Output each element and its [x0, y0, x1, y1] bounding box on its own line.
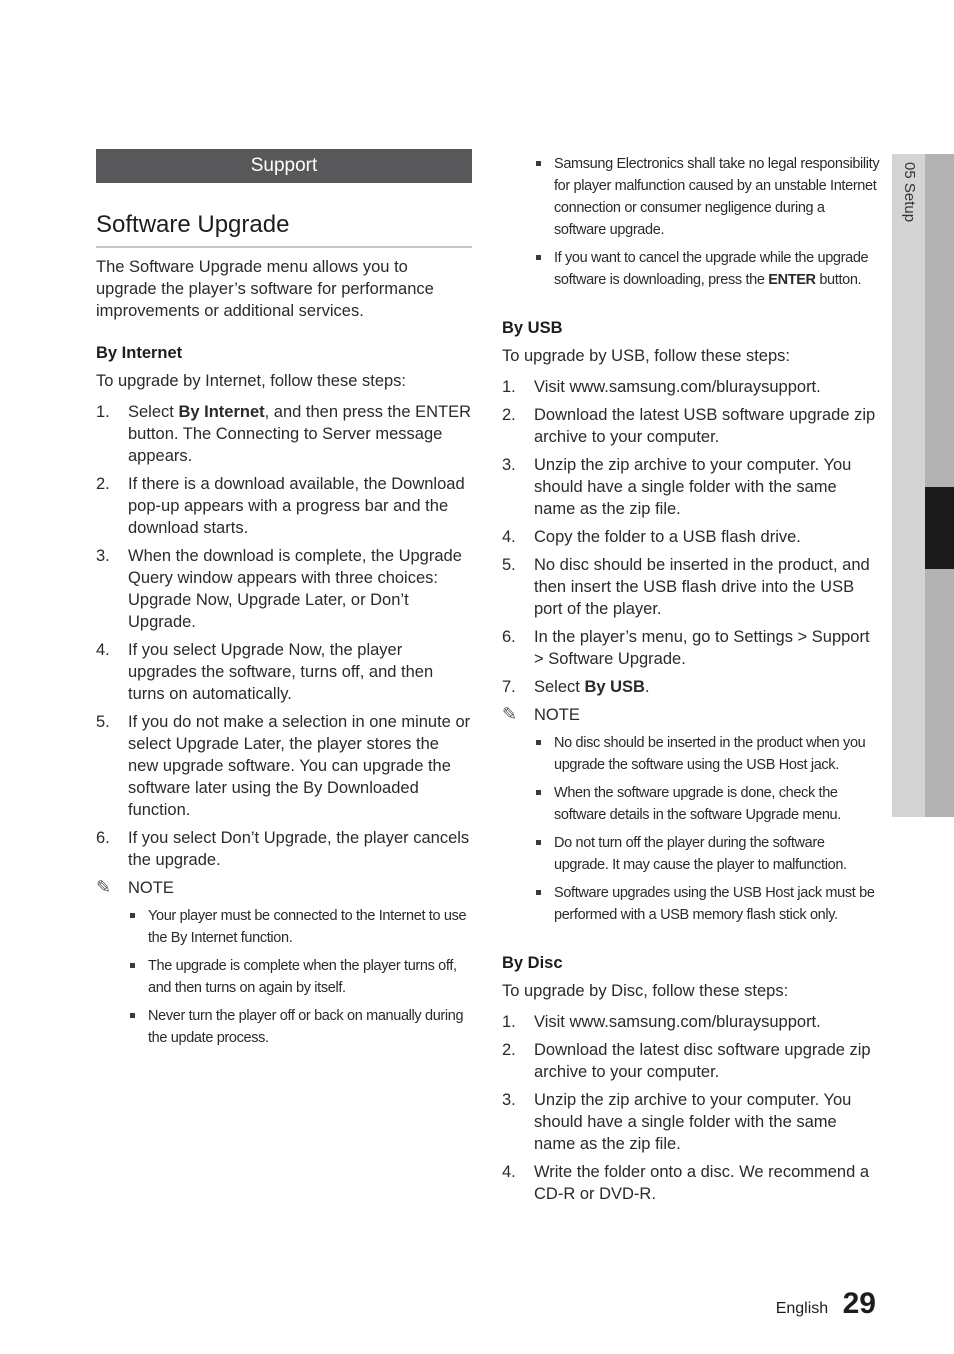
list-item: [502, 554, 880, 620]
note-text: Samsung Electronics shall take no legal responsibility for player malfunction caused by an unstable Internet connection or consumer negligence during a software upgrade.: [554, 156, 880, 238]
step-text: If you do not make a selection in one minute or select Upgrade Later, the player stores the new upgrade software. You can upgrade the software later using the By Downloaded function.: [128, 713, 471, 819]
square-bullet-icon: [536, 161, 541, 166]
intro-paragraph: The Software Upgrade menu allows you to upgrade the player’s software for performance improvements or additional services.: [96, 258, 434, 320]
list-item: [502, 626, 880, 670]
note-text: Do not turn off the player during the software upgrade. It may cause the player to malfunction.: [554, 835, 847, 873]
note-text: No disc should be inserted in the product when you upgrade the software using the USB Host jack.: [554, 735, 866, 773]
page-number: 29: [842, 1287, 876, 1320]
list-item: [502, 676, 880, 698]
right-column: [502, 153, 880, 1211]
step-number: 4.: [502, 1163, 516, 1181]
step-number: 2.: [502, 1041, 516, 1059]
by-disc-heading: By Disc: [502, 954, 563, 972]
square-bullet-icon: [130, 913, 135, 918]
list-item: [502, 882, 880, 926]
step-text: Unzip the zip archive to your computer. You should have a single folder with the same name as the zip file.: [534, 1091, 852, 1153]
step-text: .: [644, 678, 650, 696]
note-heading: [502, 704, 880, 726]
step-text: Visit www.samsung.com/bluraysupport.: [534, 1013, 821, 1031]
step-text: When the download is complete, the Upgrade Query window appears with three choices: Upgrade Now, Upgrade Later, or Don’t Upgrade.: [128, 547, 462, 631]
step-number: 3.: [96, 547, 110, 565]
note-label: NOTE: [128, 879, 174, 897]
step-text: Unzip the zip archive to your computer. You should have a single folder with the same name as the zip file.: [534, 456, 852, 518]
section-header-bar: Support: [96, 149, 472, 183]
pencil-icon: ✎: [96, 877, 112, 897]
step-number: 6.: [502, 628, 516, 646]
square-bullet-icon: [130, 1013, 135, 1018]
list-item: [96, 711, 472, 821]
by-internet-lead: To upgrade by Internet, follow these steps:: [96, 372, 407, 390]
by-usb-heading: By USB: [502, 319, 563, 337]
square-bullet-icon: [130, 963, 135, 968]
note-text: Software upgrades using the USB Host jack must be performed with a USB memory flash stick only.: [554, 885, 875, 923]
chapter-side-tab: [892, 154, 954, 817]
square-bullet-icon: [536, 840, 541, 845]
step-text: No disc should be inserted in the product, and then insert the USB flash drive into the USB port of the player.: [534, 556, 870, 618]
note-label: NOTE: [534, 706, 580, 724]
list-item: [502, 1161, 880, 1205]
note-text: Never turn the player off or back on manually during the update process.: [148, 1008, 464, 1046]
by-disc-lead: To upgrade by Disc, follow these steps:: [502, 982, 789, 1000]
list-item: [96, 955, 472, 999]
list-item: [502, 153, 880, 241]
page-footer: [776, 1284, 876, 1324]
step-text: In the player’s menu, go to Settings > Support > Software Upgrade.: [534, 628, 870, 668]
list-item: [502, 454, 880, 520]
by-usb-notes: [502, 732, 880, 926]
list-item: [502, 1039, 880, 1083]
step-text: button. The Connecting to Server message appears.: [128, 425, 443, 465]
step-text: Copy the folder to a USB flash drive.: [534, 528, 801, 546]
list-item: [96, 639, 472, 705]
step-text: Download the latest USB software upgrade zip archive to your computer.: [534, 406, 876, 446]
step-number: 1.: [96, 403, 110, 421]
step-keyword: ENTER: [415, 403, 471, 421]
pencil-icon: ✎: [502, 704, 518, 724]
list-item: [502, 1089, 880, 1155]
step-number: 2.: [502, 406, 516, 424]
square-bullet-icon: [536, 790, 541, 795]
footer-language: English: [775, 1300, 829, 1317]
step-text: Select: [128, 403, 179, 421]
step-text: Visit www.samsung.com/bluraysupport.: [534, 378, 821, 396]
step-number: 6.: [96, 829, 110, 847]
by-internet-heading: By Internet: [96, 344, 183, 362]
by-internet-notes: [96, 905, 472, 1049]
page-title: Software Upgrade: [96, 210, 472, 248]
side-tab-marker: [925, 487, 954, 569]
note-text: The upgrade is complete when the player turns off, and then turns on again by itself.: [148, 958, 457, 996]
list-item: [502, 376, 880, 398]
list-item: [502, 832, 880, 876]
list-item: [502, 732, 880, 776]
note-bold: ENTER: [768, 272, 816, 288]
list-item: [96, 827, 472, 871]
left-column: [96, 149, 472, 1055]
by-usb-steps: [502, 376, 880, 698]
step-bold: By Internet: [178, 403, 265, 421]
list-item: [96, 1005, 472, 1049]
note-text: When the software upgrade is done, check the software details in the software Upgrade menu.: [554, 785, 841, 823]
step-bold: By USB: [584, 678, 645, 696]
list-item: [96, 473, 472, 539]
chapter-label: 05 Setup: [901, 162, 918, 223]
list-item: [502, 1011, 880, 1033]
step-number: 4.: [502, 528, 516, 546]
step-text: Write the folder onto a disc. We recommend a CD-R or DVD-R.: [534, 1163, 870, 1203]
step-text: If you select Don’t Upgrade, the player cancels the upgrade.: [128, 829, 470, 869]
note-text: Your player must be connected to the Internet to use the By Internet function.: [148, 908, 467, 946]
step-number: 5.: [96, 713, 110, 731]
step-number: 4.: [96, 641, 110, 659]
list-item: [502, 782, 880, 826]
step-number: 1.: [502, 378, 516, 396]
list-item: [502, 247, 880, 291]
step-text: Download the latest disc software upgrade zip archive to your computer.: [534, 1041, 871, 1081]
square-bullet-icon: [536, 255, 541, 260]
note-text: button.: [815, 272, 862, 288]
step-text: If you select Upgrade Now, the player upgrades the software, turns off, and then turns on automatically.: [128, 641, 434, 703]
step-text: If there is a download available, the Download pop-up appears with a progress bar and the download starts.: [128, 475, 465, 537]
by-internet-steps: [96, 401, 472, 871]
list-item: [96, 905, 472, 949]
list-item: [96, 401, 472, 467]
list-item: [96, 545, 472, 633]
square-bullet-icon: [536, 890, 541, 895]
list-item: [502, 526, 880, 548]
list-item: [502, 404, 880, 448]
note-text: If you want to cancel the upgrade while the upgrade software is downloading, press the: [554, 250, 869, 288]
step-number: 7.: [502, 678, 516, 696]
square-bullet-icon: [536, 740, 541, 745]
step-number: 1.: [502, 1013, 516, 1031]
step-text: , and then press the: [264, 403, 416, 421]
by-usb-lead: To upgrade by USB, follow these steps:: [502, 347, 790, 365]
step-number: 5.: [502, 556, 516, 574]
step-number: 3.: [502, 456, 516, 474]
step-number: 2.: [96, 475, 110, 493]
by-internet-notes-continued: [502, 153, 880, 291]
by-disc-steps: [502, 1011, 880, 1205]
note-heading: [96, 877, 472, 899]
side-tab-strip: [925, 154, 954, 817]
step-number: 3.: [502, 1091, 516, 1109]
step-text: Select: [534, 678, 585, 696]
